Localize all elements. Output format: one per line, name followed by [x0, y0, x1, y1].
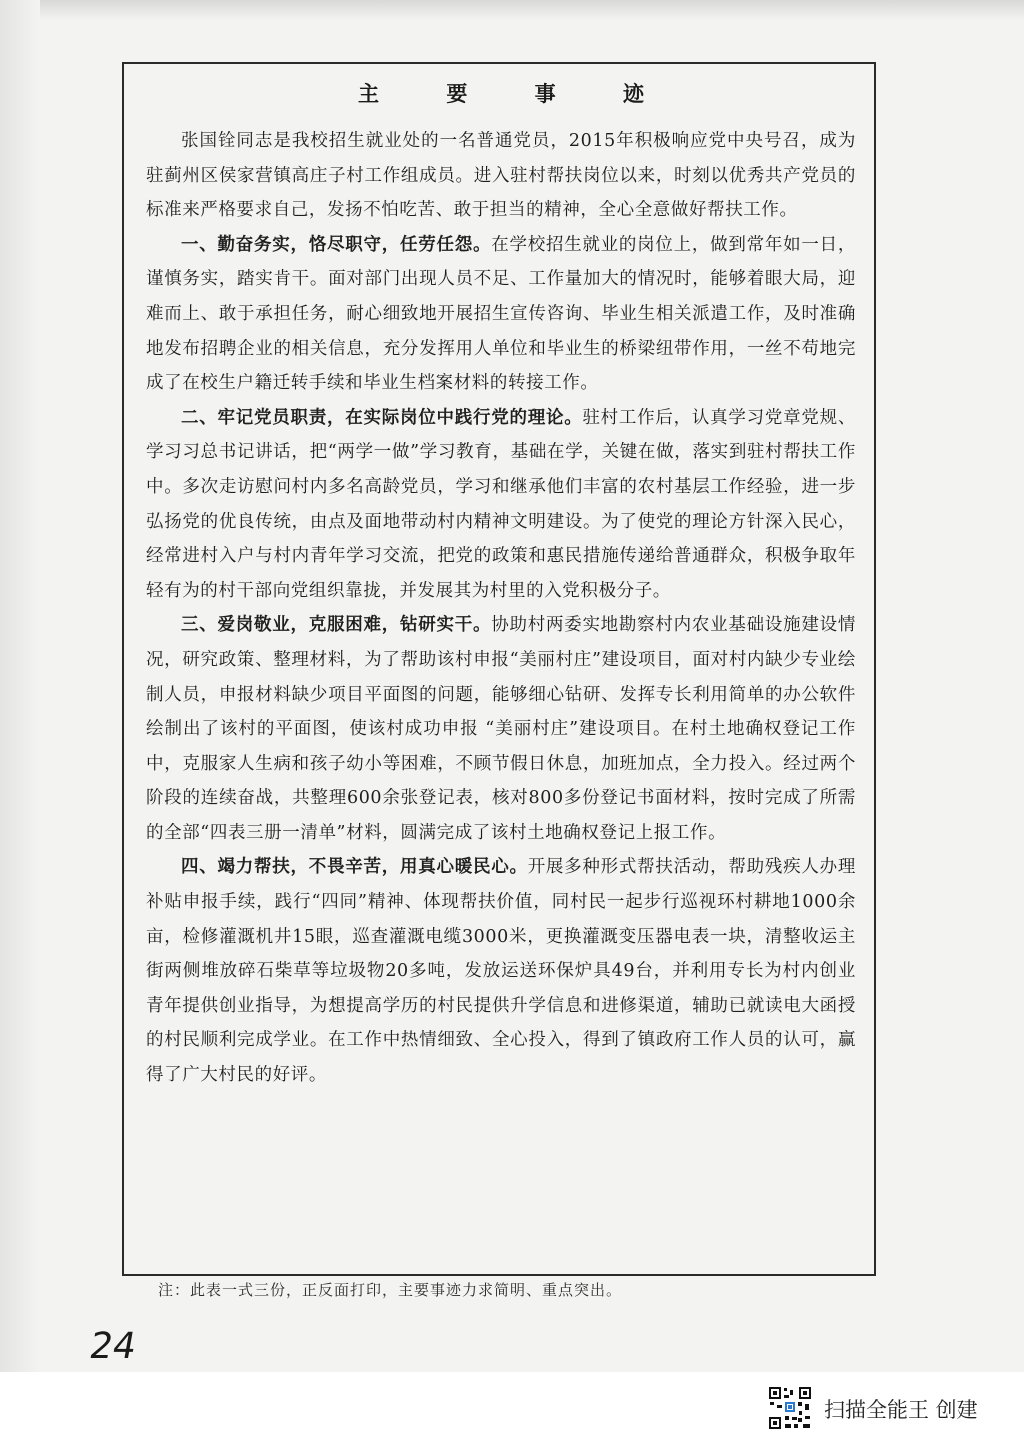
qr-code-icon [768, 1386, 812, 1430]
paragraph-lead: 四、竭力帮扶，不畏辛苦，用真心暖民心。 [181, 857, 528, 878]
scanner-branding [768, 1386, 998, 1430]
paragraph-lead: 三、爱岗敬业，克服困难，钻研实干。 [181, 615, 492, 636]
paragraph-text: 协助村两委实地勘察村内农业基础设施建设情况，研究政策、整理材料，为了帮助该村申报“美丽村庄”建设项目，面对村内缺少专业绘制人员，申报材料缺少项目平面图的问题，能够细心钻研、发挥专长利用简单的办公软件绘制出了该村的平面图，使该村成功申报 “美丽村庄”建设项目。在村土地确权登记工作中，克服家人生病和孩子幼小等困难，不顾节假日休息，加班加点，全力投入。经过两个阶段的连续奋战，共整理600余张登记表，核对800多份登记书面材料，按时完成了所需的全部“四表三册一清单”材料，圆满完成了该村土地确权登记上报工作。 [146, 615, 856, 843]
document-body [146, 124, 856, 1093]
footer-note: 注：此表一式三份，正反面打印，主要事迹力求简明、重点突出。 [158, 1281, 623, 1299]
paragraph-text: 开展多种形式帮扶活动，帮助残疾人办理补贴申报手续，践行“四同”精神、体现帮扶价值，同村民一起步行巡视环村耕地1000余亩，检修灌溉机井15眼，巡查灌溉电缆3000米，更换灌溉变压器电表一块，清整收运主街两侧堆放碎石柴草等垃圾物20多吨，发放运送环保炉具49台，并利用专长为村内创业青年提供创业指导，为想提高学历的村民提供升学信息和进修渠道，辅助已就读电大函授的村民顺利完成学业。在工作中热情细致、全心投入，得到了镇政府工作人员的认可，赢得了广大村民的好评。 [146, 857, 856, 1086]
scan-top-shadow [0, 0, 1024, 20]
paragraph-text: 在学校招生就业的岗位上，做到常年如一日，谨慎务实，踏实肯干。面对部门出现人员不足、工作量加大的情况时，能够着眼大局，迎难而上、敢于承担任务，耐心细致地开展招生宣传咨询、毕业生相关派遣工作，及时准确地发布招聘企业的相关信息，充分发挥用人单位和毕业生的桥梁纽带作用，一丝不苟地完成了在校生户籍迁转手续和毕业生档案材料的转接工作。 [146, 234, 856, 394]
branding-text: 扫描全能王 创建 [824, 1398, 978, 1422]
handwritten-page-mark: 24 [86, 1326, 140, 1367]
paragraph-section-4 [146, 850, 856, 1092]
paragraph-lead: 一、勤奋务实，恪尽职守，任劳任怨。 [181, 234, 492, 255]
page-title: 主 要 事 迹 [358, 81, 674, 106]
paragraph-lead: 二、牢记党员职责，在实际岗位中践行党的理论。 [181, 407, 583, 428]
paragraph-text: 驻村工作后，认真学习党章党规、学习习总书记讲话，把“两学一做”学习教育，基础在学，关键在做，落实到驻村帮扶工作中。多次走访慰问村内多名高龄党员，学习和继承他们丰富的农村基层工作经验，进一步弘扬党的优良传统，由点及面地带动村内精神文明建设。为了使党的理论方针深入民心，经常进村入户与村内青年学习交流，把党的政策和惠民措施传递给普通群众，积极争取年轻有为的村干部向党组织靠拢，并发展其为村里的入党积极分子。 [146, 407, 856, 601]
paragraph-section-2 [146, 401, 856, 609]
scan-left-shadow [0, 0, 40, 1372]
paragraph-intro [146, 124, 856, 228]
paragraph-text: 张国铨同志是我校招生就业处的一名普通党员，2015年积极响应党中央号召，成为驻蓟州区侯家营镇高庄子村工作组成员。进入驻村帮扶岗位以来，时刻以优秀共产党员的标准来严格要求自己，发扬不怕吃苦、敢于担当的精神，全心全意做好帮扶工作。 [146, 131, 856, 221]
form-frame [122, 62, 876, 1276]
paragraph-section-3 [146, 608, 856, 850]
paragraph-section-1 [146, 228, 856, 401]
